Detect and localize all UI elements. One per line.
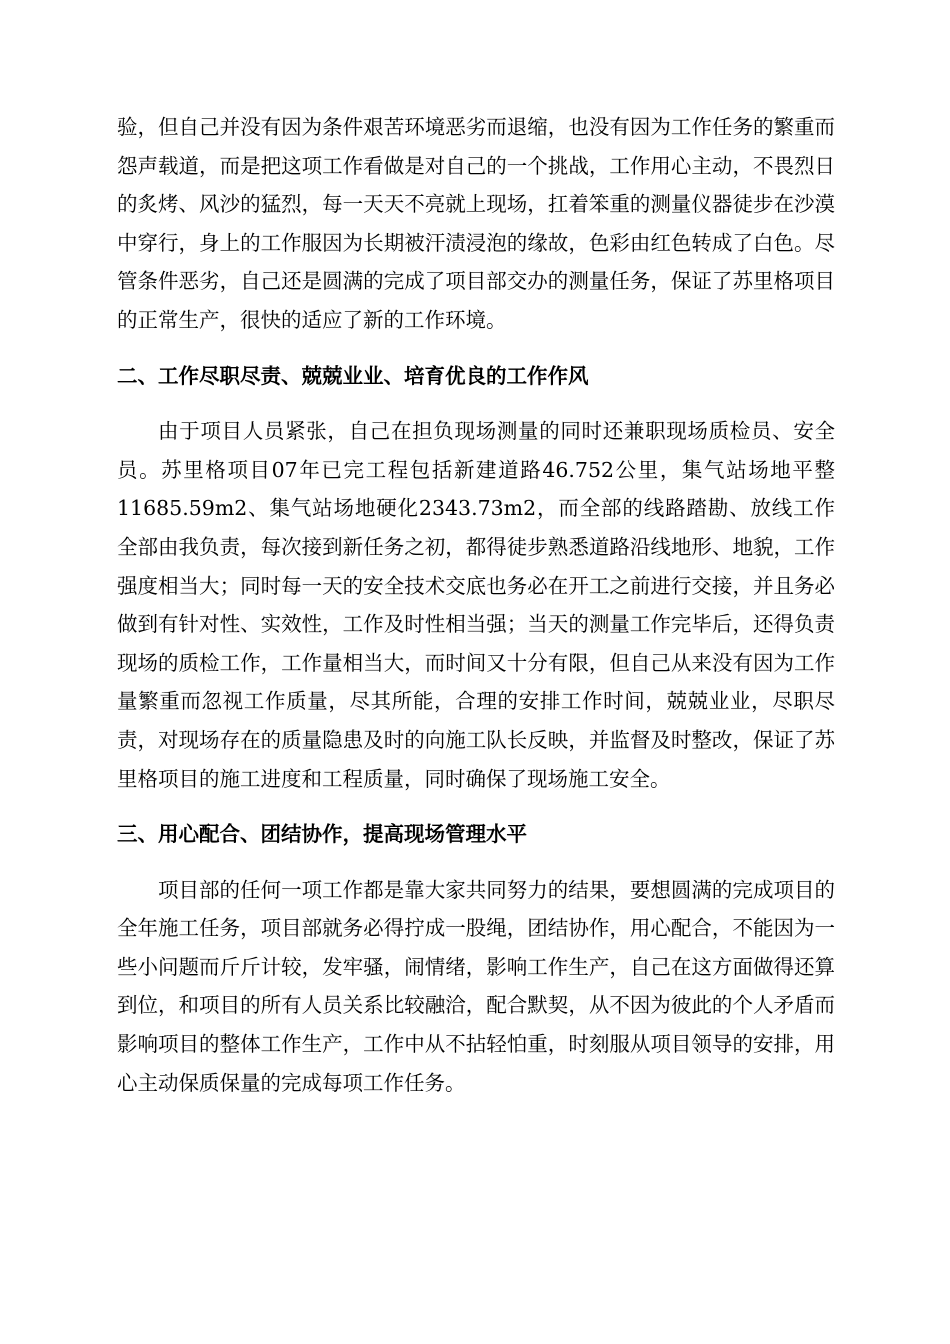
document-page	[117, 108, 835, 1102]
paragraph-1: 验，但自己并没有因为条件艰苦环境恶劣而退缩，也没有因为工作任务的繁重而怨声载道，而是把这项工作看做是对自己的一个挑战，工作用心主动，不畏烈日的炙烤、风沙的猛烈，每一天天不亮就上现场，扛着笨重的测量仪器徒步在沙漠中穿行，身上的工作服因为长期被汗渍浸泡的缘故，色彩由红色转成了白色。尽管条件恶劣，自己还是圆满的完成了项目部交办的测量任务，保证了苏里格项目的正常生产，很快的适应了新的工作环境。	[117, 115, 835, 332]
section-heading-3: 三、用心配合、团结协作，提高现场管理水平	[117, 822, 527, 847]
paragraph-3: 项目部的任何一项工作都是靠大家共同努力的结果，要想圆满的完成项目的全年施工任务，项目部就务必得拧成一股绳，团结协作，用心配合，不能因为一些小问题而斤斤计较，发牢骚，闹情绪，影响工作生产，自己在这方面做得还算到位，和项目的所有人员关系比较融洽，配合默契，从不因为彼此的个人矛盾而影响项目的整体工作生产，工作中从不拈轻怕重，时刻服从项目领导的安排，用心主动保质保量的完成每项工作任务。	[117, 877, 835, 1095]
section-heading-2: 二、工作尽职尽责、兢兢业业、培育优良的工作作风	[117, 363, 589, 388]
paragraph-2: 由于项目人员紧张，自己在担负现场测量的同时还兼职现场质检员、安全员。苏里格项目07年已完工程包括新建道路46.752公里，集气站场地平整11685.59m2、集气站场地硬化2343.73m2，而全部的线路踏勘、放线工作全部由我负责，每次接到新任务之初，都得徒步熟悉道路沿线地形、地貌，工作强度相当大；同时每一天的安全技术交底也务必在开工之前进行交接，并且务必做到有针对性、实效性，工作及时性相当强；当天的测量工作完毕后，还得负责现场的质检工作，工作量相当大，而时间又十分有限，但自己从来没有因为工作量繁重而忽视工作质量，尽其所能，合理的安排工作时间，兢兢业业，尽职尽责，对现场存在的质量隐患及时的向施工队长反映，并监督及时整改，保证了苏里格项目的施工进度和工程质量，同时确保了现场施工安全。	[117, 419, 835, 791]
